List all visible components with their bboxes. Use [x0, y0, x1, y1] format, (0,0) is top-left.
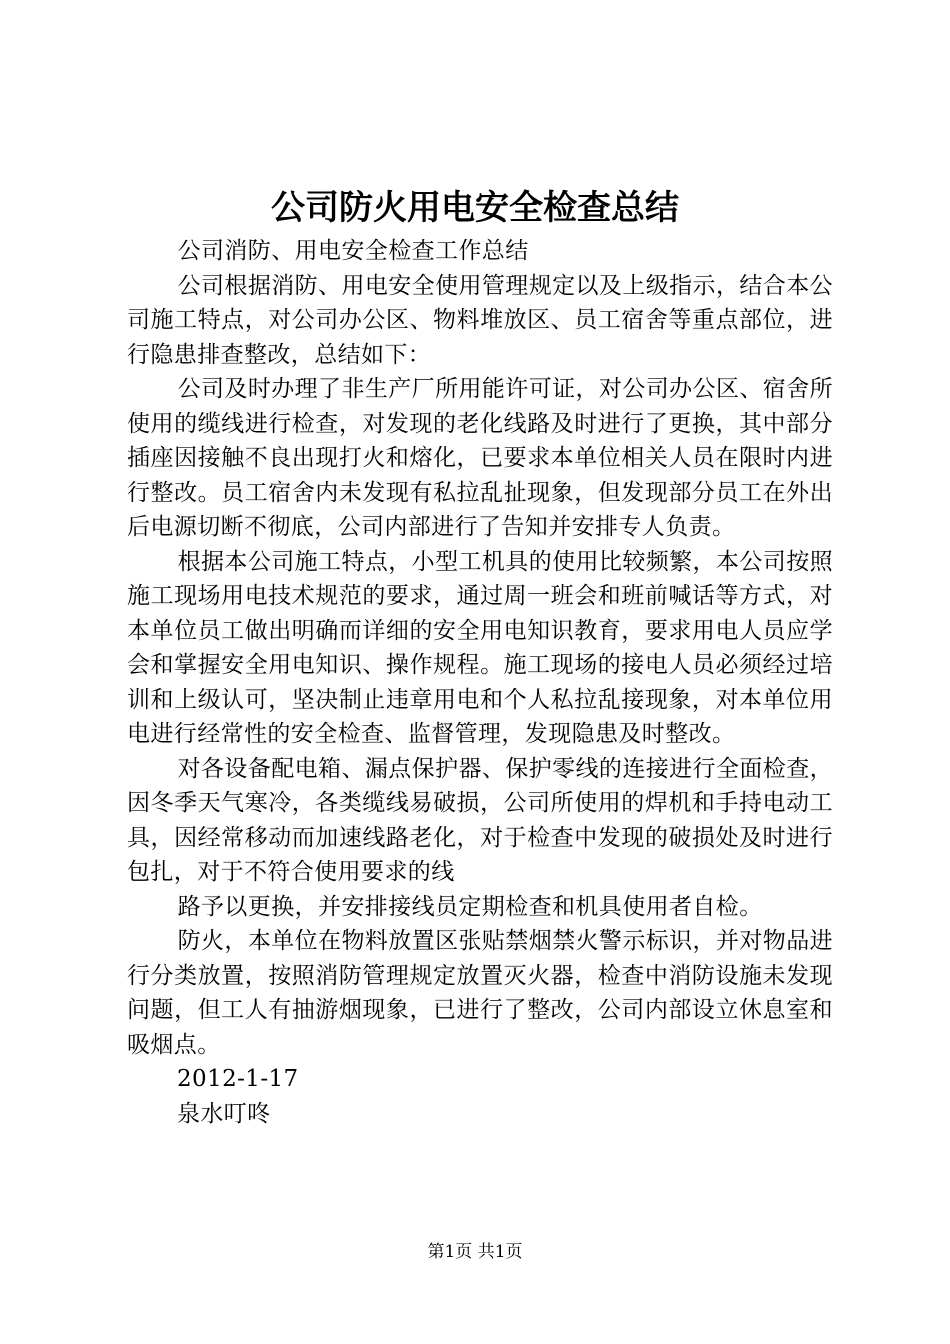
fire-prevention-paragraph: 防火，本单位在物料放置区张贴禁烟禁火警示标识，并对物品进行分类放置，按照消防管理规定放置灭火器，检查中消防设施未发现问题，但工人有抽游烟现象，已进行了整改，公司内部设立休息室和吸烟点。: [127, 928, 833, 1058]
equipment-continuation-paragraph: 路予以更换，并安排接线员定期检查和机具使用者自检。: [177, 893, 763, 920]
document-title: 公司防火用电安全检查总结: [271, 188, 679, 228]
document-author: 泉水叮咚: [177, 1100, 271, 1127]
page-footer: 第1页 共1页: [427, 1242, 523, 1262]
training-paragraph: 根据本公司施工特点，小型工机具的使用比较频繁，本公司按照施工现场用电技术规范的要求，通过周一班会和班前喊话等方式，对本单位员工做出明确而详细的安全用电知识教育，要求用电人员应学会和掌握安全用电知识、操作规程。施工现场的接电人员必须经过培训和上级认可，坚决制止违章用电和个人私拉乱接现象，对本单位用电进行经常性的安全检查、监督管理，发现隐患及时整改。: [127, 548, 833, 747]
subtitle-paragraph: 公司消防、用电安全检查工作总结: [177, 238, 529, 264]
document-body: [127, 234, 833, 1131]
equipment-paragraph: 对各设备配电箱、漏点保护器、保护零线的连接进行全面检查，因冬季天气寒冷，各类缆线易破损，公司所使用的焊机和手持电动工具，因经常移动而加速线路老化，对于检查中发现的破损处及时进行包扎，对于不符合使用要求的线: [127, 755, 833, 885]
intro-paragraph: 公司根据消防、用电安全使用管理规定以及上级指示，结合本公司施工特点，对公司办公区、物料堆放区、员工宿舍等重点部位，进行隐患排查整改，总结如下：: [127, 272, 833, 368]
wiring-paragraph: 公司及时办理了非生产厂所用能许可证，对公司办公区、宿舍所使用的缆线进行检查，对发现的老化线路及时进行了更换，其中部分插座因接触不良出现打火和熔化，已要求本单位相关人员在限时内进行整改。员工宿舍内未发现有私拉乱扯现象，但发现部分员工在外出后电源切断不彻底，公司内部进行了告知并安排专人负责。: [127, 376, 833, 540]
document-date: 2012-1-17: [177, 1066, 299, 1092]
